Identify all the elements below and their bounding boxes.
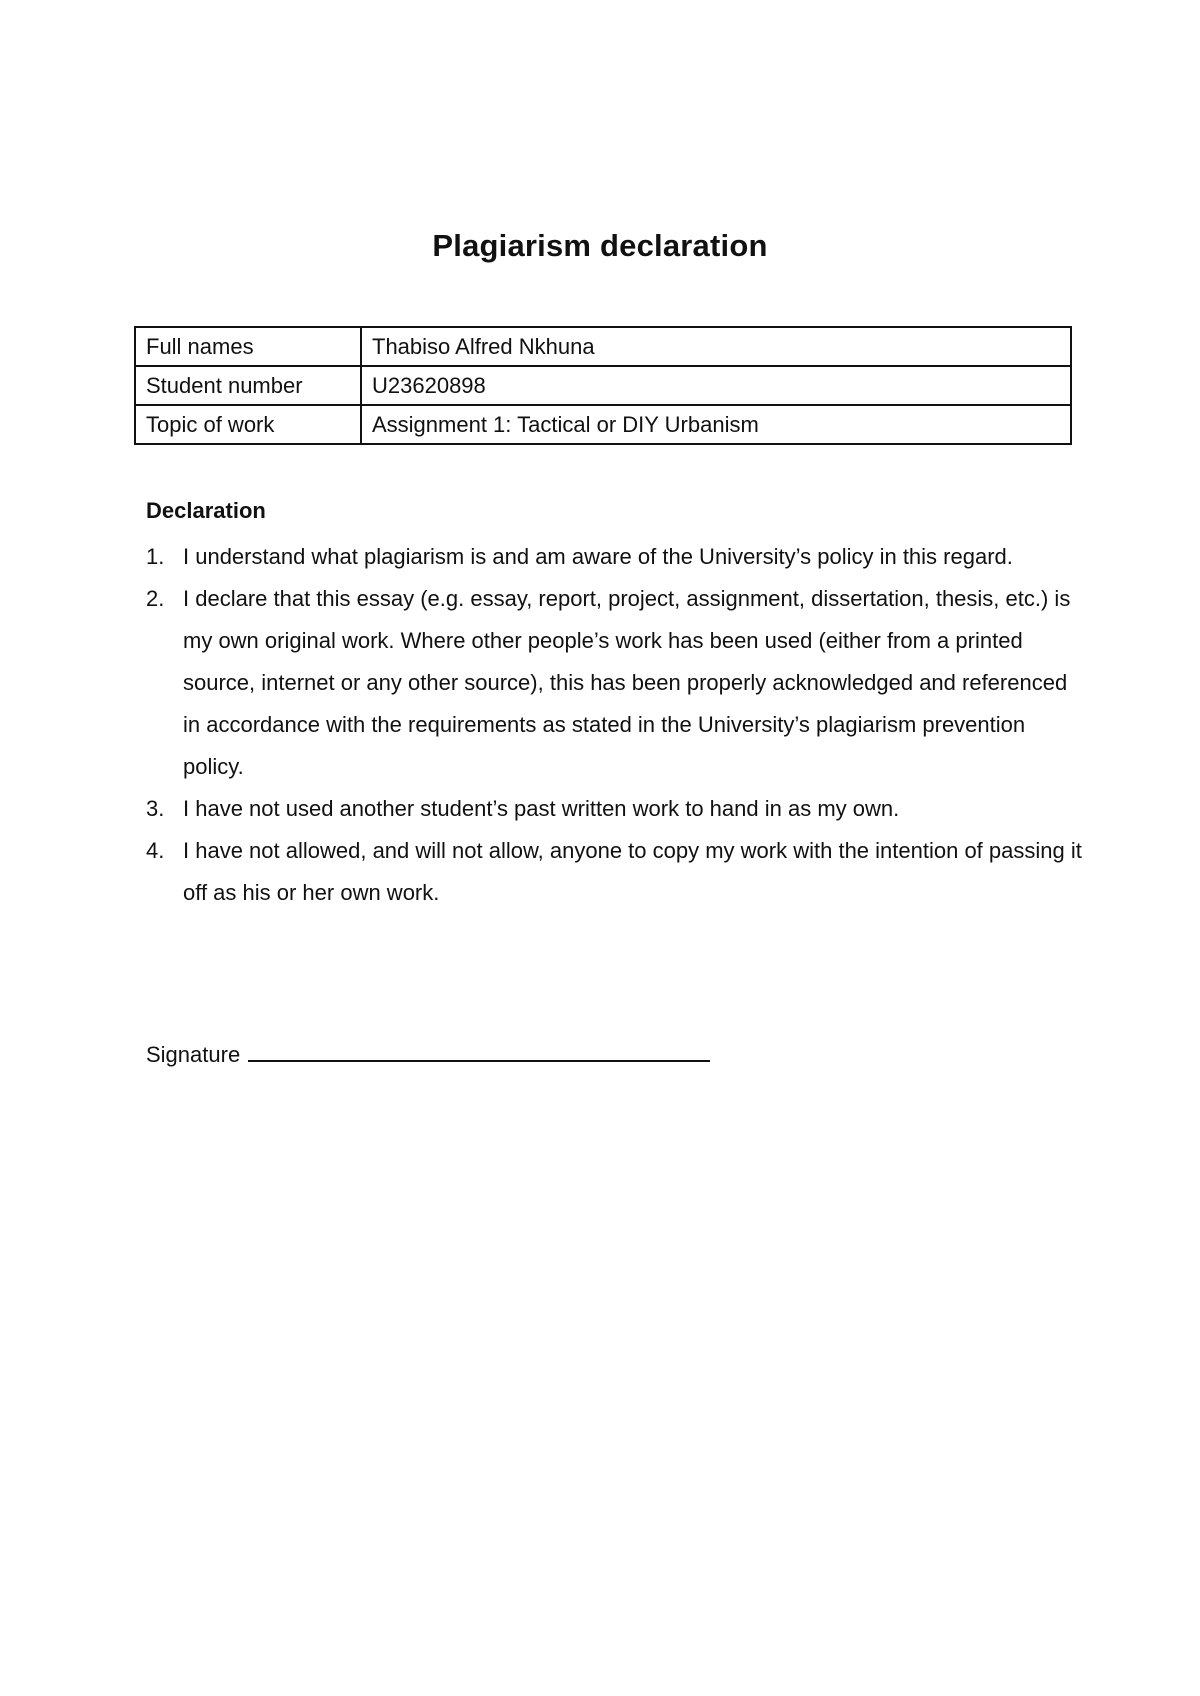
declaration-item xyxy=(146,788,1086,830)
signature-block xyxy=(146,1040,710,1068)
item-text: I have not used another student’s past written work to hand in as my own. xyxy=(183,796,900,821)
declaration-heading: Declaration xyxy=(146,498,266,523)
item-number: 4. xyxy=(146,838,165,863)
page-title: Plagiarism declaration xyxy=(432,228,768,263)
declaration-item xyxy=(146,578,1086,788)
declaration-list xyxy=(146,536,1086,914)
item-text: I declare that this essay (e.g. essay, report, project, assignment, dissertation, thesis, etc.) is my own original work. Where other people’s work has been used (either from a printed source, internet or any other source), this has been properly acknowledged and referenced in accordance with the requirements as stated in the University’s plagiarism prevention policy. xyxy=(183,586,1071,779)
full-names-label: Full names xyxy=(135,327,361,366)
student-info-table xyxy=(134,326,1072,445)
item-text: I have not allowed, and will not allow, anyone to copy my work with the intention of passing it off as his or her own work. xyxy=(183,838,1082,905)
declaration-item xyxy=(146,830,1086,914)
student-number-label: Student number xyxy=(135,366,361,405)
topic-value: Assignment 1: Tactical or DIY Urbanism xyxy=(361,405,1071,444)
item-number: 3. xyxy=(146,796,165,821)
item-number: 1. xyxy=(146,544,165,569)
item-number: 2. xyxy=(146,586,165,611)
full-names-value: Thabiso Alfred Nkhuna xyxy=(361,327,1071,366)
table-row-topic xyxy=(135,405,1071,444)
table-row-full-names xyxy=(135,327,1071,366)
signature-label: Signature xyxy=(146,1042,241,1067)
declaration-item xyxy=(146,536,1086,578)
table-row-student-number xyxy=(135,366,1071,405)
topic-label: Topic of work xyxy=(135,405,361,444)
item-text: I understand what plagiarism is and am aware of the University’s policy in this regard. xyxy=(183,544,1013,569)
signature-line[interactable] xyxy=(248,1040,710,1062)
student-number-value: U23620898 xyxy=(361,366,1071,405)
